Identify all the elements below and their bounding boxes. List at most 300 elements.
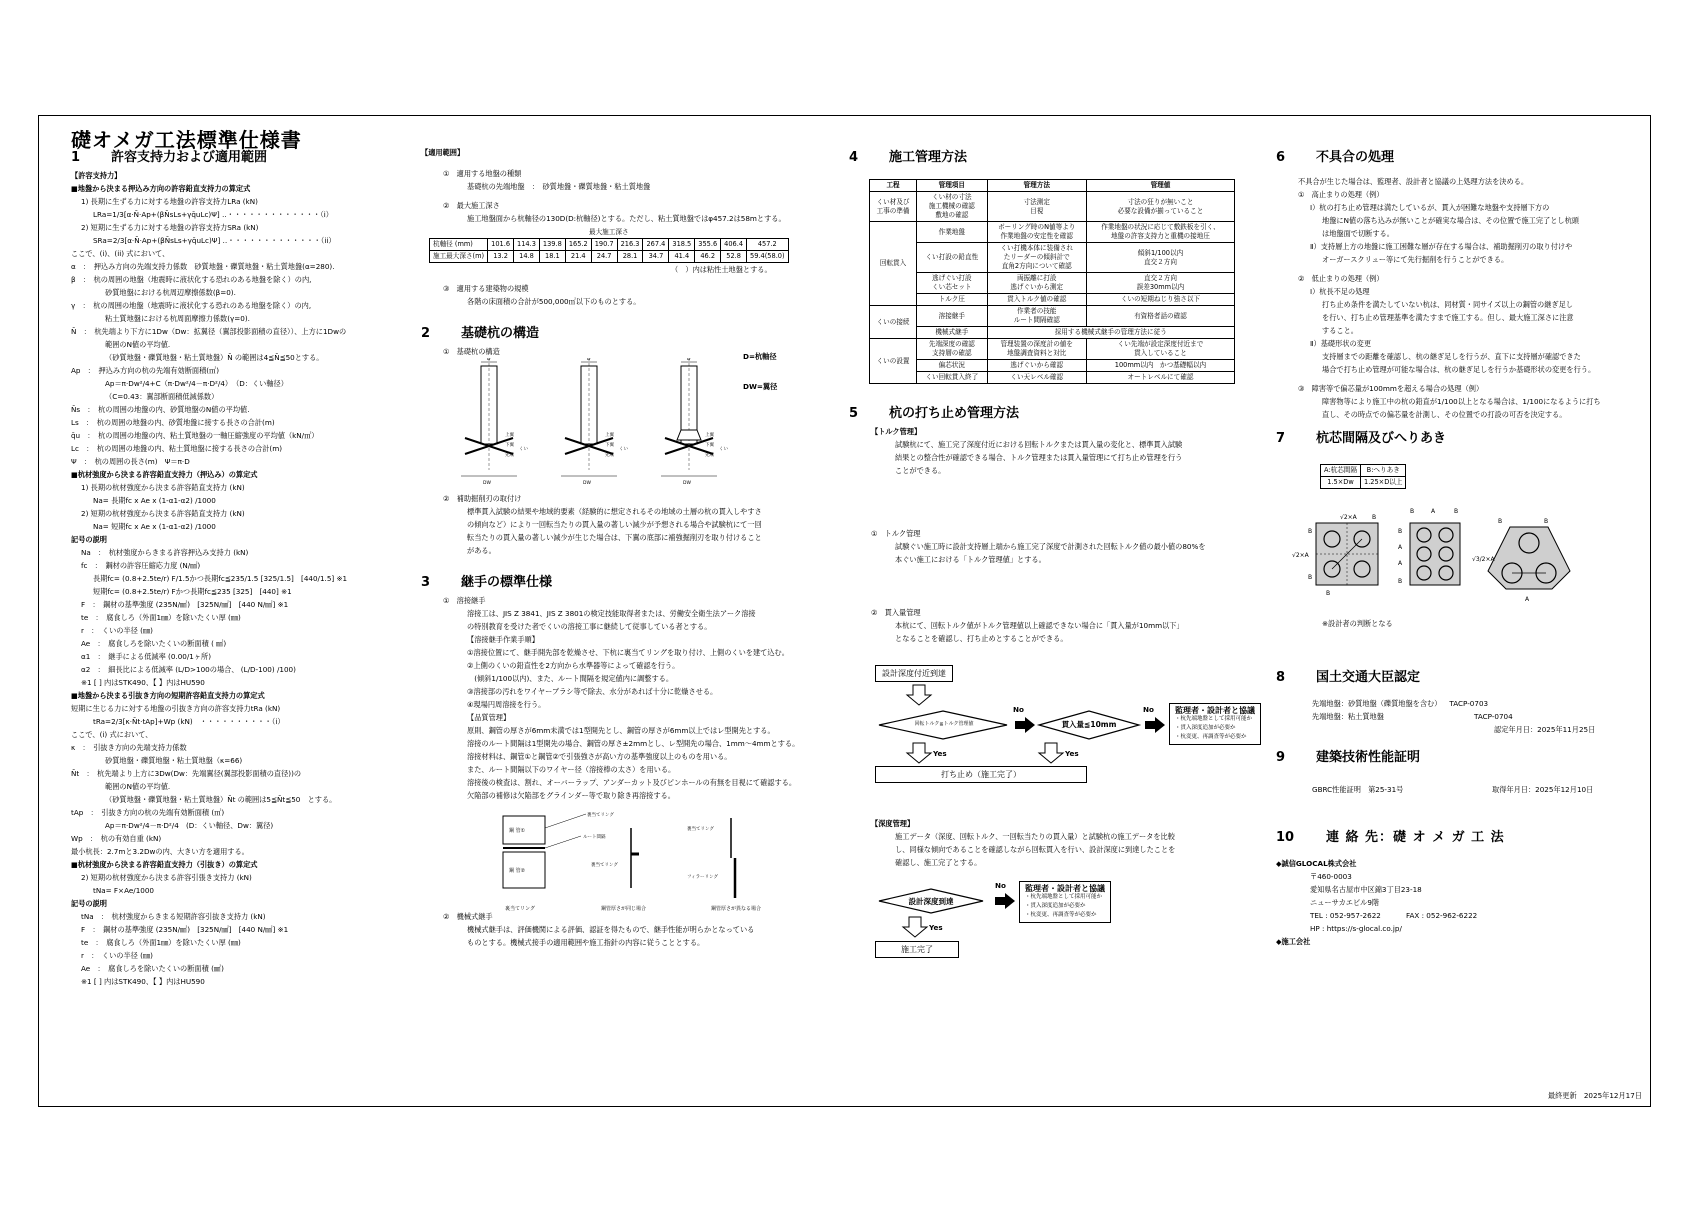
contact-contractor: ◆施工会社: [1276, 937, 1311, 946]
text-line: 記号の説明: [71, 535, 107, 544]
torque-body-2: 本ぐい施工における「トルク管理値」とする。: [895, 555, 1046, 564]
text-line: 範囲のN値の平均値.: [105, 782, 171, 791]
flow-decision-torque: 回転トルク≧トルク管理値: [914, 721, 974, 727]
text-line: κ ： 引抜き方向の先端支持力係数: [71, 743, 187, 752]
text-line: Ls ： 杭の周囲の地盤の内、砂質地盤に接する長さの合計(m): [71, 418, 275, 427]
defect-intro: 不具合が生じた場合は、監理者、設計者と協議の上処理方法を決める。: [1298, 177, 1529, 186]
table-cell: 24.7: [591, 251, 617, 263]
pile-drawing: [561, 358, 628, 486]
pile-drawing: [661, 358, 728, 486]
pile-label-top: D: [687, 358, 691, 362]
cert-date: 認定年月日：2025年11月25日: [1494, 725, 1596, 734]
table-row: [870, 273, 1235, 294]
pile-drawing: [461, 358, 528, 486]
text-line: ②上側のくいの鉛直性を2方向から水準器等によって確認を行う。: [467, 661, 680, 670]
table-cell-method: 作業者の技能 ルート間隔確認: [987, 306, 1086, 327]
pile-label-bottom: DW: [483, 481, 491, 486]
table-cell-value: 傾斜1/100以内 直交２方向: [1086, 243, 1234, 273]
text-line: LRa=1/3[α·N̄·Ap+(βN̄sLs+γq̄uLc)Ψ] ‥・・・・・・・・・・・・・（i）: [93, 210, 333, 219]
table-row: [870, 327, 1235, 339]
structure-item-1-title: ① 基礎杭の構造: [443, 347, 500, 356]
text-line: は地盤面で切断する。: [1322, 229, 1394, 238]
contact-zip: 〒460-0003: [1310, 872, 1352, 881]
contact-phone: TEL : 052-957-2622 FAX : 052-962-6222: [1310, 911, 1478, 920]
text-line: Na= 長期fc x Ae x (1-α1-α2) /1000: [93, 496, 216, 505]
weld-procedure-title: 【溶接継手作業手順】: [467, 635, 539, 644]
table-row: [870, 243, 1235, 273]
table-row: [870, 339, 1235, 360]
flow-yes-1: Yes: [933, 749, 947, 758]
table-header: 管理値: [1086, 180, 1234, 192]
text-line: 試験杭にて、施工完了深度付近における回転トルクまたは貫入量の変化と、標準貫入試験: [895, 440, 1183, 449]
svg-text:A: A: [1525, 596, 1530, 603]
table-cell-item: トルク圧: [917, 294, 987, 306]
flow2-no: No: [995, 881, 1006, 890]
scope-item-1-body: 基礎杭の先端地盤 ： 砂質地盤・礫質地盤・粘土質地盤: [467, 182, 651, 191]
svg-text:B: B: [1410, 508, 1415, 515]
penetration-body: 本杭にて、回転トルク値がトルク管理値以上確認できない場合に「貫入量が10mm以下」: [895, 621, 1184, 630]
text-line: tAp ： 引抜き方向の杭の先端有効断面積 (㎡): [71, 808, 225, 817]
section-7-heading: 7 杭芯間隔及びへりあき: [1276, 431, 1447, 446]
max-depth-caption: 最大施工深さ: [430, 227, 789, 239]
table-cell-method: 寸法測定 目視: [987, 192, 1086, 222]
spacing-drawings: [1286, 497, 1616, 617]
text-line: 障害物等により施工中の杭の鉛直が1/100以上となる場合は、1/100になるように打ち: [1322, 397, 1601, 406]
table-cell-group: くい材及び 工事の準備: [870, 192, 917, 222]
text-line: また、ルート間隔以下のワイヤー径（溶接棒の太さ）を用いる。: [467, 765, 676, 774]
text-line: Ⅱ）基礎形状の変更: [1310, 339, 1372, 348]
text-line: ③溶接部の汚れをワイヤーブラシ等で除去、水分があれば十分に乾燥させる。: [467, 687, 718, 696]
text-line: tNa ： 杭材強度からきまる短期許容引抜き支持力 (kN): [81, 912, 266, 921]
text-line: 2) 短期に生ずる力に対する地盤の許容支持力SRa (kN): [81, 223, 259, 232]
table-cell-value: くいの短期ねじり強さ以下: [1086, 294, 1234, 306]
table-cell-group: くいの設置: [870, 339, 917, 384]
flow2-end: 施工完了: [875, 941, 959, 958]
text-line: （砂質地盤・礫質地盤・粘土質地盤）N̄ の範囲は4≦N̄≦50とする。: [105, 353, 324, 362]
flow-start: 設計深度付近到達: [875, 665, 953, 682]
text-line: Ap＝π·Dw²/4－π·D²/4 (D：くい軸径、Dw：翼径): [105, 821, 274, 830]
text-line: tNa= F×Ae/1000: [93, 886, 154, 895]
ring-3-label: 裏当てリング: [687, 827, 714, 832]
fig-label-b: B: [1326, 590, 1331, 597]
text-line: がある。: [467, 546, 496, 555]
flow2-consult: 監理者・設計者と協議 ・杭先端地盤として採用可能か ・貫入深度追加が必要か ・杭変更、再調査等が必要か: [1019, 881, 1111, 923]
caption-ring: 裏当てリング: [505, 906, 535, 912]
text-line: Na= 短期fc x Ae x (1-α1-α2) /1000: [93, 522, 216, 531]
table-cell: 41.4: [669, 251, 695, 263]
table-cell: 318.5: [669, 239, 695, 251]
spacing-head-a: A:杭芯間隔: [1321, 465, 1361, 477]
column-3: [849, 146, 1299, 965]
text-line: オーガースクリュー等にて先行掘削を行うことができる。: [1322, 255, 1509, 264]
table-row: [870, 360, 1235, 372]
text-line: し、同様な傾向であることを確認しながら回転貫入を行い、設計深度に到達したことを: [895, 845, 1176, 854]
section-10-heading: 10 連 絡 先：礎 オ メ ガ 工 法: [1276, 830, 1505, 845]
text-line: 機械式継手は、評価機関による評価、認証を得たもので、継手性能が明らかとなっている: [467, 925, 755, 934]
text-line: ここで、(i)、(ii) 式において、: [71, 249, 170, 258]
pile-label-pile: くい: [519, 447, 528, 452]
svg-text:A: A: [1398, 560, 1403, 567]
text-line: Wp ： 杭の有効自重 (kN): [71, 834, 162, 843]
spacing-value-b: 1.25×D以上: [1361, 477, 1406, 489]
table-cell: 139.8: [539, 239, 565, 251]
table-cell-item: 作業地盤: [917, 222, 987, 243]
table-cell: 13.2: [488, 251, 514, 263]
root-label: ルート間隔: [583, 835, 606, 840]
table-cell: 165.2: [565, 239, 591, 251]
legend-d: D=杭軸径: [743, 352, 777, 361]
text-line: γ ： 杭の周囲の地盤（地震時に液状化する恐れのある地盤を除く）の内,: [71, 301, 312, 310]
svg-text:A: A: [1398, 544, 1403, 551]
defect-item-1-title: ① 高止まりの処理（例）: [1298, 190, 1384, 199]
text-line: Ap ： 押込み方向の杭の先端有効断面積(㎡): [71, 366, 220, 375]
column-2: [421, 146, 861, 949]
text-line: Ⅱ）支持層上方の地盤に施工困難な層が存在する場合は、補助掘削刃の取り付けや: [1310, 242, 1573, 251]
text-line: 短期に生じる力に対する地盤の引抜き方向の許容支持力tRa (kN): [71, 704, 281, 713]
table-cell-value: くい先端が設定深度付近まで 貫入していること: [1086, 339, 1234, 360]
max-depth-note: （ ）内は粘性土地盤とする。: [671, 265, 772, 274]
text-line: 短期fc= (0.8+2.5te/r) Fかつ長期fc≦235 [325] [440] ※1: [93, 587, 292, 596]
text-line: 地盤にN値の落ち込みが無いことが確実な場合は、その位置で施工完了とし杭頭: [1322, 216, 1579, 225]
fig-label-r2a: √2×A: [1340, 514, 1357, 521]
table-cell-item: 溶接継手: [917, 306, 987, 327]
max-depth-table: [429, 227, 789, 263]
scope-item-2-body: 施工地盤面から杭軸径の130D(D:杭軸径)とする。ただし、粘土質地盤ではφ457.2は58mとする。: [467, 214, 786, 223]
text-line: 【許容支持力】: [71, 171, 122, 180]
table-cell-item: 偏芯状況: [917, 360, 987, 372]
table-row: [870, 294, 1235, 306]
scope-item-1-title: ① 適用する地盤の種類: [443, 169, 522, 178]
weld-drawings: [491, 808, 811, 916]
text-line: を行い、打ち止め管理基準を満たすまで施工する。但し、最大施工深さに注意: [1322, 313, 1574, 322]
table-cell: 406.4: [721, 239, 747, 251]
text-line: F ： 鋼材の基準強度 (235N/㎟) [325N/㎟] [440 N/㎟] ※1: [81, 925, 289, 934]
text-line: すること。: [1322, 326, 1358, 335]
scope-item-3-body: 各階の床面積の合計が500,000㎡以下のものとする。: [467, 297, 641, 306]
section-9-heading: 9 建築技術性能証明: [1276, 750, 1421, 765]
text-line: ■地盤から決まる引抜き方向の短期許容鉛直支持力の算定式: [71, 691, 265, 700]
table-row-head: 施工最大深さ(m): [430, 251, 488, 263]
text-line: 確認し、施工完了とする。: [895, 858, 982, 867]
pile-label-tip: 先端: [605, 453, 614, 458]
last-updated: 最終更新 2025年12月17日: [1547, 1091, 1642, 1100]
text-line: 最小杭長：2.7mと3.2Dwの内、大きい方を適用する。: [71, 847, 249, 856]
joint-item-2-title: ② 機械式継手: [443, 912, 493, 921]
table-cell: 52.8: [721, 251, 747, 263]
pile-label-pile: くい: [719, 447, 728, 452]
table-cell-group: 回転貫入: [870, 222, 917, 306]
pipe-2-label: 鋼 管②: [509, 868, 526, 874]
text-line: ※1 [ ] 内はSTK490、【 】内はHU590: [81, 977, 205, 986]
scope-item-2-title: ② 最大施工深さ: [443, 201, 500, 210]
contact-website[interactable]: HP : https://s-glocal.co.jp/: [1310, 924, 1402, 933]
text-line: 1) 長期の杭材強度から決まる許容鉛直支持力 (kN): [81, 483, 245, 492]
text-line: （C=0.43：翼部断面積低減係数）: [105, 392, 219, 401]
svg-text:B: B: [1398, 528, 1403, 535]
quality-control: [421, 724, 861, 802]
table-cell-method: 管理装置の深度計の値を 地盤調査資料と対比: [987, 339, 1086, 360]
joint-item-1-title: ① 溶接継手: [443, 596, 486, 605]
defect-item-3-body: [1276, 395, 1636, 421]
section-5-heading: 5 杭の打ち止め管理方法: [849, 406, 1020, 421]
text-line: （砂質地盤・礫質地盤・粘土質地盤）N̄t の範囲は5≦N̄t≦50 とする。: [105, 795, 337, 804]
text-line: F ： 鋼材の基準強度 (235N/㎟) [325N/㎟] [440 N/㎟] ※1: [81, 600, 289, 609]
defect-item-2-title: ② 低止まりの処理（例）: [1298, 274, 1384, 283]
column-4: [1276, 146, 1636, 948]
spacing-table: [1320, 464, 1406, 489]
text-line: ものとする。機械式接手の適用範囲や施工指針の内容に従うこととする。: [467, 938, 705, 947]
weld-joint-figure: [421, 802, 861, 910]
contact-building: ニューサカエビル9階: [1310, 898, 1380, 907]
torque-body: 試験ぐい施工時に設計支持層上端から施工完了深度で計測された回転トルク値の最小値の80%を: [895, 542, 1206, 551]
pile-drawings: [461, 358, 781, 486]
svg-text:B: B: [1398, 578, 1403, 585]
text-line: 欠陥部の補修は欠陥部をグラインダー等で取り除き再溶接する。: [467, 791, 675, 800]
text-line: 溶接材料は、鋼管①と鋼管②で引張強さが高い方の基準強度以上のものを用いる。: [467, 752, 732, 761]
table-cell: 355.6: [695, 239, 721, 251]
pile-label-tip: 先端: [505, 453, 514, 458]
text-line: Ⅰ）杭長不足の処理: [1310, 287, 1370, 296]
pile-label-wing_lower: 下翼: [505, 443, 514, 448]
text-line: q̄u ： 杭の周囲の地盤の内、粘土質地盤の一軸圧縮強度の平均値（kN/㎡）: [71, 431, 319, 440]
table-cell: 190.7: [591, 239, 617, 251]
structure-item-2-title: ② 補助掘削刃の取付け: [443, 494, 522, 503]
caption-same: 鋼管厚さが同じ場合: [601, 906, 647, 912]
section-2-heading: 2 基礎杭の構造: [421, 326, 540, 341]
structure-item-2-body: [421, 505, 861, 557]
penetration-title: ② 貫入量管理: [871, 608, 921, 617]
quality-title: 【品質管理】: [467, 713, 511, 722]
text-line: N̄t ： 杭先端より上方に3Dw(Dw：先端翼径(翼部投影面積の直径))の: [71, 769, 302, 778]
table-cell-value: オートレベルにて確認: [1086, 372, 1234, 384]
table-cell: 14.8: [514, 251, 540, 263]
section-1-heading: 1 許容支持力および適用範囲: [71, 150, 268, 165]
construction-management-table: [869, 179, 1235, 384]
text-line: 支持層までの距離を確認し、杭の継ぎ足しを行うが、直下に支持層が確認できた: [1322, 352, 1581, 361]
table-cell-value: 100mm以内 かつ基礎幅以内: [1086, 360, 1234, 372]
svg-text:B: B: [1308, 574, 1313, 581]
scope-label: 【適用範囲】: [421, 148, 465, 157]
text-line: 1) 長期に生ずる力に対する地盤の許容支持力LRa (kN): [81, 197, 258, 206]
pile-label-wing_upper: 上翼: [605, 433, 614, 438]
pile-label-wing_upper: 上翼: [505, 433, 514, 438]
text-line: 長期fc= (0.8+2.5te/r) F/1.5かつ長期fc≦235/1.5 [325/1.5] [440/1.5] ※1: [93, 574, 348, 583]
flow-yes-2: Yes: [1065, 749, 1079, 758]
text-line: ①溶接位置にて、継手開先部を乾燥させ、下杭に裏当てリングを取り付け、上側のくいを建て込む。: [467, 648, 789, 657]
depth-label: 【深度管理】: [871, 819, 915, 828]
defect-item-1-body: [1276, 201, 1636, 266]
svg-text:B: B: [1454, 508, 1459, 515]
scope-item-3-title: ③ 適用する建築物の規模: [443, 284, 529, 293]
table-cell-value: 作業地盤の状況に応じて敷鉄板を引く、 地盤の許容支持力と重機の接地圧: [1086, 222, 1234, 243]
text-line: α2 ： 細長比による低減率 (L/D>100の場合、 (L/D-100) /100): [81, 665, 296, 674]
table-cell: 21.4: [565, 251, 591, 263]
text-line: の傾向など）により一回転当たりの貫入量の著しい減少が予想される場合や試験杭にて一回: [467, 520, 762, 529]
table-cell-method: ボーリング時のN値等より 作業地盤の安定性を確認: [987, 222, 1086, 243]
table-row: [870, 222, 1235, 243]
pile-label-top: D: [487, 358, 491, 362]
page-title: 礎オメガ工法標準仕様書: [71, 128, 302, 152]
flow-end: 打ち止め（施工完了）: [875, 766, 1087, 783]
svg-text:B: B: [1498, 518, 1503, 525]
text-line: N̄s ： 杭の周囲の地盤の内、砂質地盤のN値の平均値.: [71, 405, 250, 414]
fig-label-r2a-side: √2×A: [1292, 552, 1309, 559]
text-line: ここで、(i) 式において、: [71, 730, 153, 739]
pile-label-pile: くい: [619, 447, 628, 452]
svg-text:B: B: [1544, 518, 1549, 525]
text-line: ※1 [ ] 内はSTK490、【 】内はHU590: [81, 678, 205, 687]
text-line: ④現場円周溶接を行う。: [467, 700, 546, 709]
table-cell: 114.3: [514, 239, 540, 251]
depth-flowchart: [849, 879, 1299, 965]
table-cell-item: くい材の寸法 施工機械の確認 敷地の確認: [917, 192, 987, 222]
text-line: 粘土質地盤における杭周面摩擦力係数(γ=0).: [105, 314, 250, 323]
section-8-heading: 8 国土交通大臣認定: [1276, 670, 1421, 685]
table-header: 管理項目: [917, 180, 987, 192]
torque-title: ① トルク管理: [871, 529, 921, 538]
table-cell-item: 機械式継手: [917, 327, 987, 339]
section-1-body: [71, 169, 431, 988]
flow-decision-penetration: 貫入量≦10mm: [1061, 720, 1117, 729]
legend-dw: DW=翼径: [743, 382, 778, 391]
text-line: α1 ： 継手による低減率 (0.00/1ヶ所): [81, 652, 212, 661]
table-row: [870, 192, 1235, 222]
text-line: 結果との整合性が確認できる場合、トルク管理または貫入量管理にて打ち止め管理を行う: [895, 453, 1183, 462]
text-line: SRa=2/3[α·N̄·Ap+(βN̄sLs+γq̄uLc)Ψ] ‥・・・・・・・・・・・・・（ii）: [93, 236, 336, 245]
text-line: tRa=2/3[κ·N̄t·tAp]+Wp (kN) ・・・・・・・・・・（i）: [93, 717, 285, 726]
section-4-heading: 4 施工管理方法: [849, 150, 968, 165]
table-cell-item: くい回転貫入終了: [917, 372, 987, 384]
table-cell: 101.6: [488, 239, 514, 251]
table-cell-value: 寸法の狂りが無いこと 必要な設備が揃っていること: [1086, 192, 1234, 222]
spec-sheet: [38, 115, 1651, 1107]
text-line: 2) 短期の杭材強度から決まる許容引張き支持力 (kN): [81, 873, 252, 882]
torque-label: 【トルク管理】: [871, 427, 922, 436]
text-line: 場合で打ち止め管理が可能な場合は、杭の継ぎ足しを行うか基礎形状の変更を行う。: [1322, 365, 1596, 374]
table-cell: 18.1: [539, 251, 565, 263]
filler-label: フィラーリング: [687, 875, 719, 880]
table-header: 工程: [870, 180, 917, 192]
text-line: ■地盤から決まる押込み方向の許容鉛直支持力の算定式: [71, 184, 251, 193]
table-cell-method: 貫入トルク値の確認: [987, 294, 1086, 306]
text-line: 施工データ（深度、回転トルク、一回転当たりの貫入量）と試験杭の施工データを比較: [895, 832, 1175, 841]
text-line: 記号の説明: [71, 899, 107, 908]
table-cell-value: 直交２方向 誤差30mm以内: [1086, 273, 1234, 294]
pile-label-bottom: DW: [583, 481, 591, 486]
text-line: ■杭材強度から決まる許容鉛直支持力（押込み）の算定式: [71, 470, 258, 479]
pile-label-top: D: [587, 358, 591, 362]
defect-item-2-body: [1276, 285, 1636, 376]
text-line: ことができる。: [895, 466, 946, 475]
flow2-decision: 設計深度到達: [908, 897, 954, 906]
table-row: [870, 306, 1235, 327]
text-line: 直し、その時点での偏芯量を計測し、その位置での打設の可否を決定する。: [1322, 410, 1567, 419]
table-cell-method: くい天レベル確認: [987, 372, 1086, 384]
table-cell-method: 逃げぐいから確認: [987, 360, 1086, 372]
flow-consult: 監理者・設計者と協議 ・杭先端地盤として採用可能か ・貫入深度追加が必要か ・杭変更、再調査等が必要か: [1169, 703, 1261, 745]
text-line: 転当たりの貫入量の著しい減少が生じた場合は、下翼の底部に補強掘削刃を取り付けること: [467, 533, 762, 542]
pile-label-wing_lower: 下翼: [705, 443, 714, 448]
table-cell-item: くい打設の鉛直性: [917, 243, 987, 273]
text-line: fc ： 鋼材の許容圧縮応力度 (N/㎟): [81, 561, 201, 570]
table-cell: 216.3: [617, 239, 643, 251]
text-line: 砂質地盤・礫質地盤・粘土質地盤（κ=66): [105, 756, 243, 765]
text-line: の特別教育を受けた者でくいの溶接工事に継続して従事している者とする。: [467, 622, 712, 631]
text-line: r ： くいの半径 (㎜): [81, 951, 153, 960]
text-line: Ae ： 腐食しろを除いたくいの断面積 (㎟): [81, 964, 224, 973]
fig-label-a: A: [1431, 508, 1436, 515]
pile-label-wing_upper: 上翼: [705, 433, 714, 438]
ring-2-label: 裏当てリング: [591, 863, 618, 868]
text-line: 砂質地盤における杭周辺摩擦係数(β=0).: [105, 288, 236, 297]
table-cell-item: 先端深度の確認 支持層の確認: [917, 339, 987, 360]
text-line: te ： 腐食しろ（外面1㎜）を除いたくい厚 (㎜): [81, 938, 241, 947]
text-line: Lc ： 杭の周囲の地盤の内、粘土質地盤に接する長さの合計(m): [71, 444, 283, 453]
table-cell-method: 採用する機械式継手の管理方法に従う: [987, 327, 1234, 339]
column-1: [71, 146, 431, 988]
text-line: (傾斜1/100以内)、また、ルート間隔を規定値内に調整する。: [467, 674, 674, 683]
spacing-head-b: B:へりあき: [1361, 465, 1406, 477]
text-line: 溶接後の検査は、割れ、オーバーラップ、アンダーカット及びピンホールの有無を目視にて確認する。: [467, 778, 797, 787]
text-line: Ae ： 腐食しろを除いたくいの断面積 ( ㎟): [81, 639, 227, 648]
contact-company: ◆誠信GLOCAL株式会社: [1276, 859, 1357, 868]
table-row: [870, 372, 1235, 384]
cert-line-2: 先端地盤：粘土質地盤 TACP-0704: [1312, 712, 1513, 721]
section-6-heading: 6 不具合の処理: [1276, 150, 1395, 165]
section-3-heading: 3 継手の標準仕様: [421, 575, 553, 590]
defect-item-3-title: ③ 障害等で偏芯量が100mmを超える場合の処理（例）: [1298, 384, 1484, 393]
flow2-yes: Yes: [929, 923, 943, 932]
text-line: 範囲のN値の平均値.: [105, 340, 171, 349]
flow-no-1: No: [1013, 705, 1024, 714]
section-number: 1: [71, 150, 81, 165]
table-cell: 46.2: [695, 251, 721, 263]
text-line: Ⅰ）杭の打ち止め管理は満たしているが、貫入が困難な地盤や支持層下方の: [1310, 203, 1550, 212]
text-line: 2) 短期の杭材強度から決まる許容鉛直支持力 (kN): [81, 509, 245, 518]
text-line: r ： くいの半径 (㎜): [81, 626, 153, 635]
table-row-head: 杭軸径 (mm): [430, 239, 488, 251]
weld-procedure: [421, 646, 861, 711]
table-cell-group: くいの接続: [870, 306, 917, 339]
text-line: ■杭材強度から決まる許容鉛直支持力（引抜き）の算定式: [71, 860, 258, 869]
joint-item-1-body: [421, 607, 861, 633]
text-line: α ： 押込み方向の先端支持力係数 砂質地盤・礫質地盤・粘土質地盤(α=280).: [71, 262, 335, 271]
joint-item-2-body: [421, 923, 861, 949]
pipe-1-label: 鋼 管①: [509, 828, 526, 834]
text-line: 原則、鋼管の厚さが6mm未満では1型開先とし、鋼管の厚さが6mm以上ではレ型開先とする。: [467, 726, 775, 735]
cert-line-1: 先端地盤：砂質地盤（礫質地盤を含む） TACP-0703: [1312, 699, 1489, 708]
depth-body: [849, 830, 1299, 869]
text-line: Ψ ： 杭の周囲の長さ(m) Ψ＝π·D: [71, 457, 190, 466]
pile-label-bottom: DW: [683, 481, 691, 486]
flow-no-2: No: [1143, 705, 1154, 714]
table-cell-value: 有資格者話の確認: [1086, 306, 1234, 327]
svg-text:B: B: [1372, 514, 1377, 521]
stop-flowchart: [849, 659, 1299, 789]
text-line: β ： 杭の周囲の地盤（地震時に液状化する恐れのある地盤を除く）の内,: [71, 275, 312, 284]
text-line: 打ち止め条件を満たしていない杭は、同材質・同サイズ以上の鋼管の継ぎ足し: [1322, 300, 1573, 309]
table-cell: 59.4(58.0): [747, 251, 789, 263]
table-cell-method: くい打機本体に装備され たリーダーの傾斜計で 直角2方向について確認: [987, 243, 1086, 273]
table-cell-method: 両振離に打設 逃げぐいから測定: [987, 273, 1086, 294]
contact-address: 愛知県名古屋市中区錦3丁目23-18: [1310, 885, 1422, 894]
caption-diff: 鋼管厚さが異なる場合: [711, 906, 762, 912]
text-line: te ： 腐食しろ（外面1㎜）を除いたくい厚 (㎜): [81, 613, 241, 622]
table-cell: 28.1: [617, 251, 643, 263]
pile-label-tip: 先端: [705, 453, 714, 458]
penetration-body-2: となることを確認し、打ち止めとすることができる。: [895, 634, 1068, 643]
table-cell-item: 逃げぐい打設 くい芯セット: [917, 273, 987, 294]
